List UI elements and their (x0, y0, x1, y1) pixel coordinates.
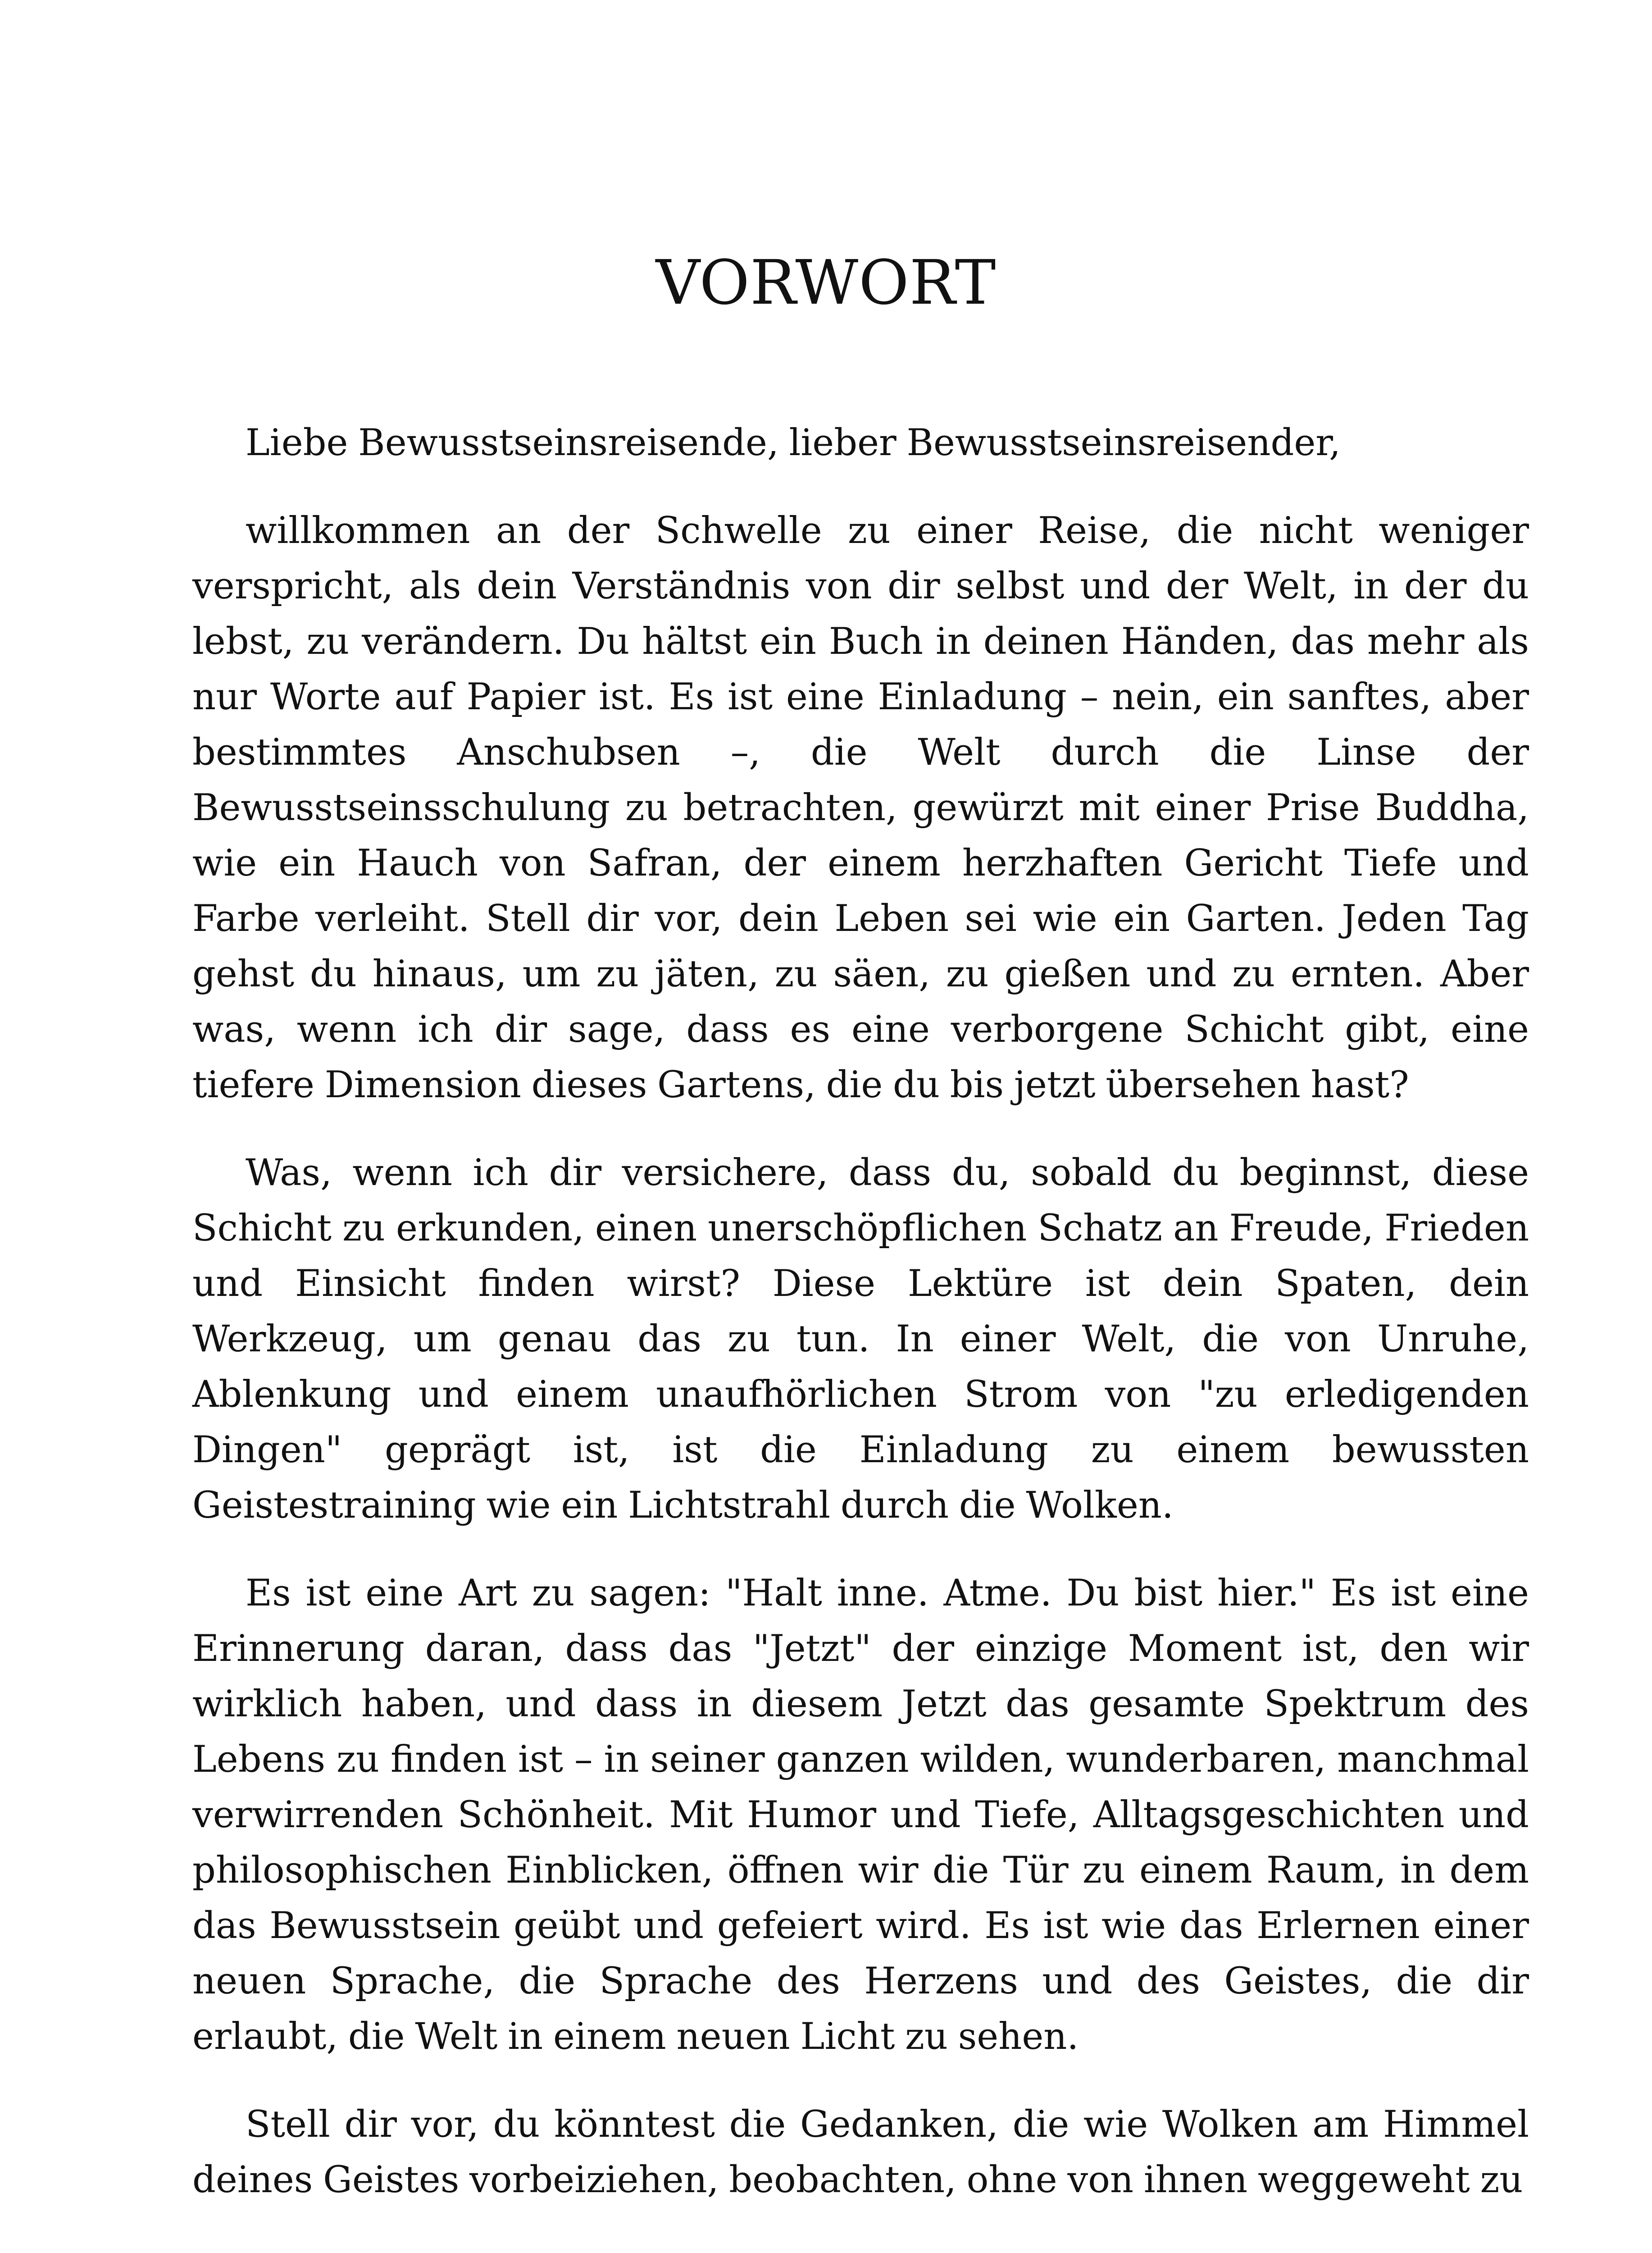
body-text (192, 415, 1529, 2208)
paragraph: Es ist eine Art zu sagen: "Halt inne. Atme. Du bist hier." Es ist eine Erinnerung daran, dass das "Jetzt" der einzige Moment ist, den wir wirklich haben, und dass in diesem Jetzt das gesamte Spektrum des Lebens zu finden ist – in seiner ganzen wilden, wunderbaren, manchmal verwirrenden Schönheit. Mit Humor und Tiefe, Alltagsgeschichten und philosophischen Einblicken, öffnen wir die Tür zu einem Raum, in dem das Bewusstsein geübt und gefeiert wird. Es ist wie das Erlernen einer neuen Sprache, die Sprache des Herzens und des Geistes, die dir erlaubt, die Welt in einem neuen Licht zu sehen. (192, 1572, 1529, 2058)
paragraph: Stell dir vor, du könntest die Gedanken, die wie Wolken am Himmel deines Geistes vorbeiziehen, beobachten, ohne von ihnen weggeweht zu (192, 2103, 1529, 2201)
paragraph: Was, wenn ich dir versichere, dass du, sobald du beginnst, diese Schicht zu erkunden, einen unerschöpflichen Schatz an Freude, Frieden und Einsicht finden wirst? Diese Lektüre ist dein Spaten, dein Werkzeug, um genau das zu tun. In einer Welt, die von Unruhe, Ablenkung und einem unaufhörlichen Strom von "zu erledigenden Dingen" geprägt ist, ist die Einladung zu einem bewussten Geistestraining wie ein Lichtstrahl durch die Wolken. (192, 1152, 1529, 1527)
chapter-heading: VORWORT (655, 247, 997, 319)
paragraph: willkommen an der Schwelle zu einer Reise, die nicht weniger verspricht, als dein Verständnis von dir selbst und der Welt, in der du lebst, zu verändern. Du hältst ein Buch in deinen Händen, das mehr als nur Worte auf Papier ist. Es ist eine Einladung – nein, ein sanftes, aber bestimmtes Anschubsen –, die Welt durch die Linse der Bewusstseinsschulung zu betrachten, gewürzt mit einer Prise Buddha, wie ein Hauch von Safran, der einem herzhaften Gericht Tiefe und Farbe verleiht. Stell dir vor, dein Leben sei wie ein Garten. Jeden Tag gehst du hinaus, um zu jäten, zu säen, zu gießen und zu ernten. Aber was, wenn ich dir sage, dass es eine verborgene Schicht gibt, eine tiefere Dimension dieses Gartens, die du bis jetzt übersehen hast? (192, 510, 1529, 1106)
salutation-paragraph: Liebe Bewusstseinsreisende, lieber Bewusstseinsreisender, (246, 422, 1341, 464)
